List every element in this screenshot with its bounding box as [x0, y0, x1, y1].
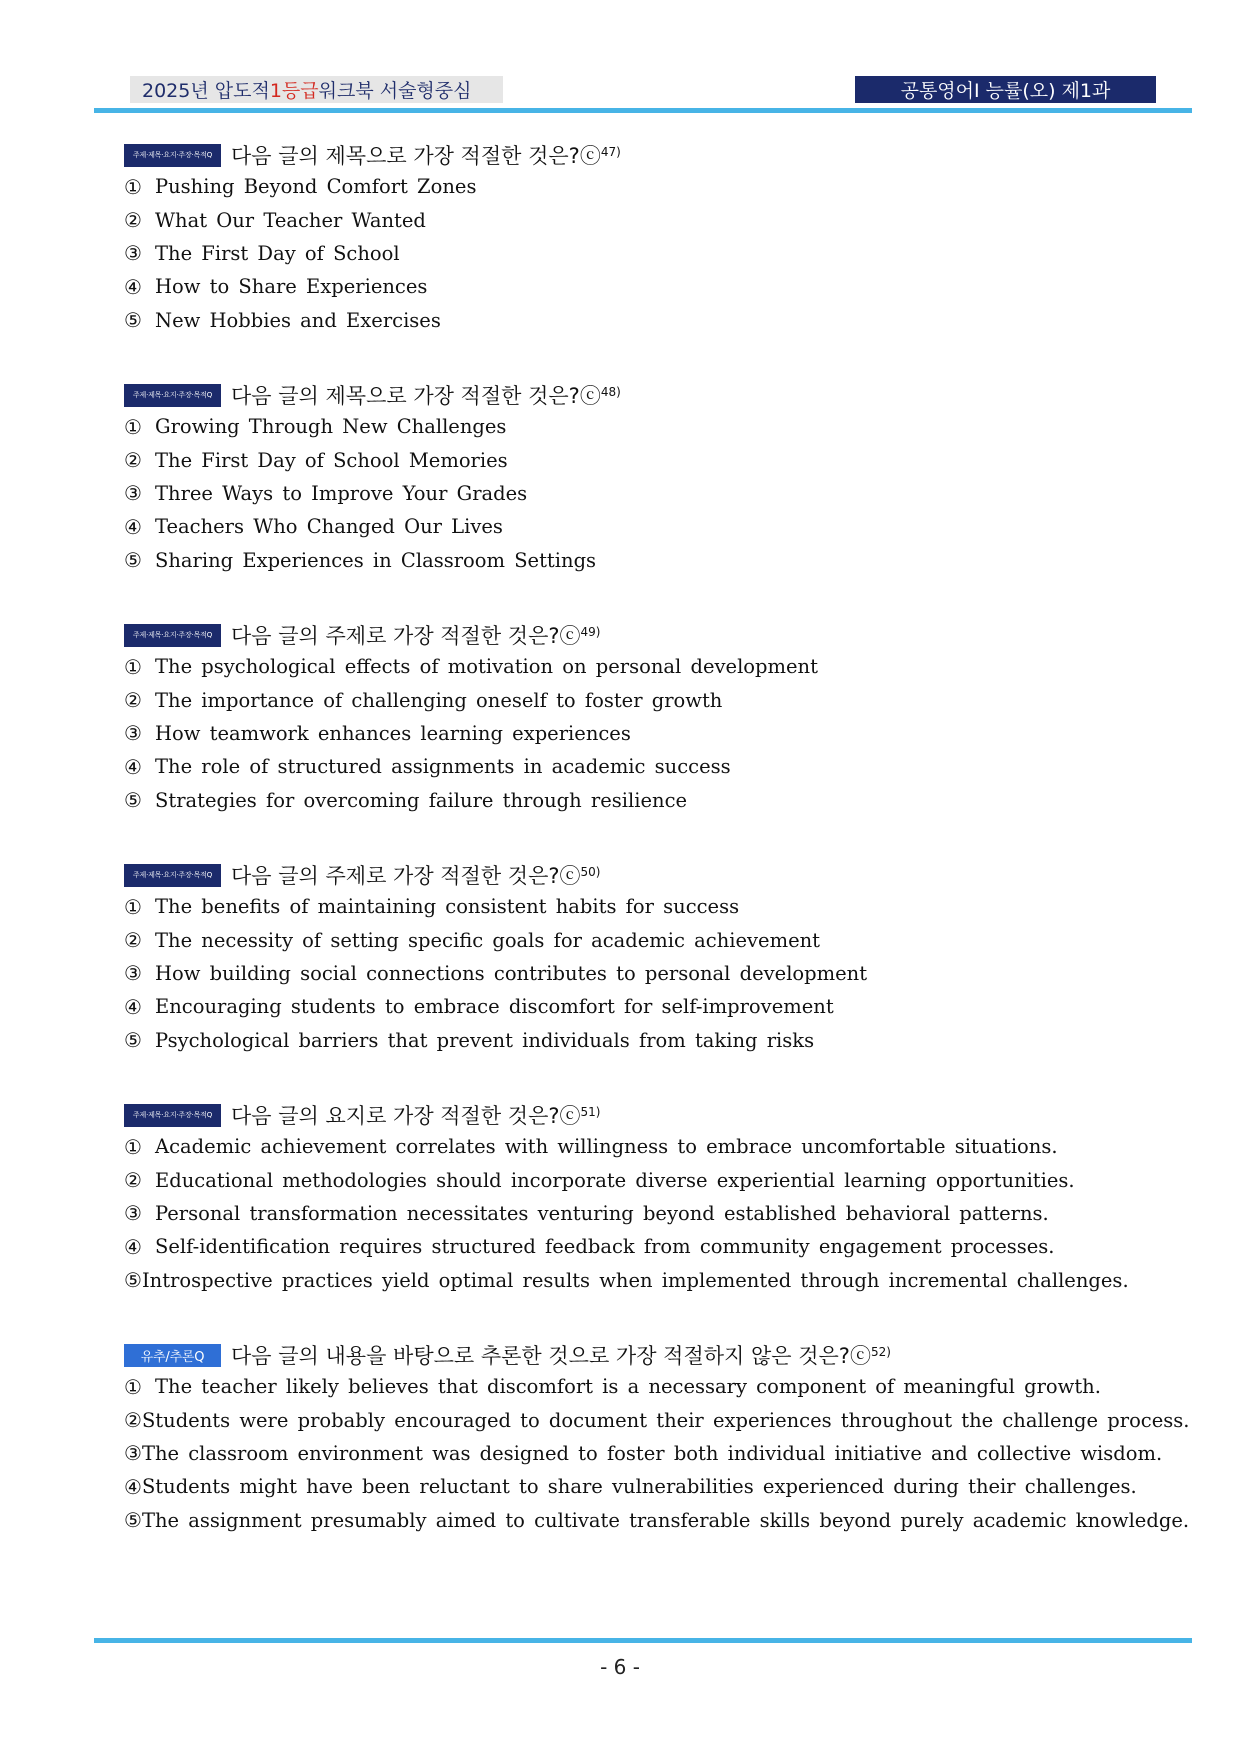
option-number: ⑤	[124, 1508, 142, 1533]
workbook-title-pre: 2025년 압도적	[142, 80, 270, 102]
option-number: ②	[124, 1168, 142, 1193]
question-block	[124, 140, 1124, 337]
question-title: 다음 글의 주제로 가장 적절한 것은?ⓒ$^{50)}$	[231, 864, 601, 888]
workbook-title	[130, 76, 503, 103]
answer-option[interactable]	[124, 1437, 1163, 1470]
option-number: ④	[124, 754, 142, 779]
question-ref: 48)	[600, 385, 621, 399]
question-block	[124, 860, 1124, 1057]
option-number: ④	[124, 1234, 142, 1259]
answer-option[interactable]	[124, 170, 1124, 203]
option-text: The role of structured assignments in academic success	[155, 755, 731, 779]
copyright-mark: ⓒ	[559, 1104, 581, 1128]
answer-option[interactable]	[124, 1504, 1190, 1537]
answer-option[interactable]	[124, 890, 1124, 923]
option-number: ③	[124, 1201, 142, 1226]
answer-option[interactable]	[124, 957, 1124, 990]
answer-option[interactable]	[124, 923, 1124, 956]
option-number: ⑤	[124, 308, 142, 333]
answer-option[interactable]	[124, 1230, 1124, 1263]
question-type-tag: 주제·제목·요지·주장·목적Q	[124, 1104, 221, 1127]
answer-option[interactable]	[124, 1470, 1137, 1503]
question-ref: 49)	[580, 625, 601, 639]
answer-option[interactable]	[124, 1130, 1124, 1163]
answer-option[interactable]	[124, 717, 1124, 750]
option-number: ①	[124, 174, 142, 199]
option-number: ①	[124, 1134, 142, 1159]
question-type-tag: 유추/추론Q	[124, 1344, 221, 1367]
copyright-mark: ⓒ	[849, 1344, 871, 1368]
answer-option[interactable]	[124, 237, 1124, 270]
option-number: ⑤	[124, 1268, 142, 1293]
option-text: Sharing Experiences in Classroom Settings	[155, 548, 597, 572]
question-ref: 50)	[580, 865, 601, 879]
answer-option[interactable]	[124, 784, 1124, 817]
question-title: 다음 글의 요지로 가장 적절한 것은?ⓒ$^{51)}$	[231, 1104, 601, 1128]
option-text: New Hobbies and Exercises	[155, 308, 441, 332]
option-number: ①	[124, 654, 142, 679]
option-number: ②	[124, 208, 142, 233]
option-number: ②	[124, 1408, 142, 1433]
answer-option[interactable]	[124, 443, 1124, 476]
option-text: What Our Teacher Wanted	[155, 208, 426, 232]
answer-option[interactable]	[124, 477, 1124, 510]
workbook-title-post: 워크북 서술형중심	[318, 80, 472, 102]
question-header	[124, 860, 1124, 890]
option-text: Introspective practices yield optimal results when implemented through incremental challenges.	[141, 1268, 1129, 1292]
option-text: Psychological barriers that prevent individuals from taking risks	[155, 1028, 815, 1052]
bottom-divider	[94, 1638, 1192, 1643]
option-number: ⑤	[124, 1028, 142, 1053]
question-title: 다음 글의 제목으로 가장 적절한 것은?ⓒ$^{47)}$	[231, 144, 621, 168]
question-header	[124, 620, 1124, 650]
option-text: Teachers Who Changed Our Lives	[155, 515, 503, 539]
answer-option[interactable]	[124, 990, 1124, 1023]
copyright-mark: ⓒ	[559, 624, 581, 648]
option-text: The First Day of School Memories	[155, 448, 508, 472]
question-block	[124, 620, 1124, 817]
option-text: The assignment presumably aimed to cultivate transferable skills beyond purely academic knowledge.	[141, 1508, 1190, 1532]
option-text: Pushing Beyond Comfort Zones	[155, 175, 477, 199]
answer-option[interactable]	[124, 1163, 1124, 1196]
answer-option[interactable]	[124, 270, 1124, 303]
answer-option[interactable]	[124, 203, 1124, 236]
option-number: ①	[124, 1374, 142, 1399]
option-number: ②	[124, 688, 142, 713]
answer-option[interactable]	[124, 1264, 1129, 1297]
course-label: 공통영어Ⅰ 능률(오) 제1과	[855, 76, 1156, 103]
option-text: Students were probably encouraged to document their experiences throughout the challenge process.	[141, 1408, 1190, 1432]
option-text: The necessity of setting specific goals for academic achievement	[155, 928, 821, 952]
option-text: The classroom environment was designed to foster both individual initiative and collective wisdom.	[141, 1441, 1163, 1465]
option-text: Growing Through New Challenges	[155, 415, 507, 439]
question-type-tag: 주제·제목·요지·주장·목적Q	[124, 384, 221, 407]
option-text: Self-identification requires structured feedback from community engagement processes.	[155, 1235, 1055, 1259]
option-text: Academic achievement correlates with willingness to embrace uncomfortable situations.	[155, 1135, 1058, 1159]
copyright-mark: ⓒ	[579, 144, 601, 168]
answer-option[interactable]	[124, 1024, 1124, 1057]
option-number: ④	[124, 994, 142, 1019]
question-header	[124, 1340, 1124, 1370]
question-header	[124, 140, 1124, 170]
option-number: ①	[124, 414, 142, 439]
question-header	[124, 1100, 1124, 1130]
copyright-mark: ⓒ	[559, 864, 581, 888]
option-text: The importance of challenging oneself to foster growth	[155, 688, 723, 712]
option-number: ③	[124, 481, 142, 506]
answer-option[interactable]	[124, 304, 1124, 337]
option-number: ④	[124, 514, 142, 539]
answer-option[interactable]	[124, 1370, 1124, 1403]
option-number: ④	[124, 1474, 142, 1499]
option-text: The First Day of School	[155, 241, 400, 265]
answer-option[interactable]	[124, 650, 1124, 683]
question-ref: 52)	[870, 1345, 891, 1359]
option-number: ③	[124, 961, 142, 986]
page-number: - 6 -	[600, 1655, 640, 1679]
question-title: 다음 글의 제목으로 가장 적절한 것은?ⓒ$^{48)}$	[231, 384, 621, 408]
option-text: The teacher likely believes that discomfort is a necessary component of meaningful growth.	[155, 1375, 1101, 1399]
option-text: How to Share Experiences	[155, 275, 428, 299]
question-ref: 47)	[600, 145, 621, 159]
option-text: Three Ways to Improve Your Grades	[155, 481, 528, 505]
option-number: ③	[124, 721, 142, 746]
option-text: Encouraging students to embrace discomfort for self-improvement	[155, 995, 834, 1019]
option-text: The benefits of maintaining consistent habits for success	[155, 895, 740, 919]
question-type-tag: 주제·제목·요지·주장·목적Q	[124, 864, 221, 887]
answer-option[interactable]	[124, 544, 1124, 577]
top-divider	[94, 108, 1192, 113]
option-text: How building social connections contributes to personal development	[155, 961, 868, 985]
question-block	[124, 380, 1124, 577]
answer-option[interactable]	[124, 510, 1124, 543]
copyright-mark: ⓒ	[579, 384, 601, 408]
answer-option[interactable]	[124, 1197, 1124, 1230]
question-ref: 51)	[580, 1105, 601, 1119]
question-block	[124, 1340, 1190, 1537]
answer-option[interactable]	[124, 1403, 1190, 1436]
option-number: ③	[124, 1441, 142, 1466]
option-text: Personal transformation necessitates venturing beyond established behavioral patterns.	[155, 1201, 1049, 1225]
option-number: ⑤	[124, 548, 142, 573]
option-number: ②	[124, 928, 142, 953]
option-number: ②	[124, 448, 142, 473]
answer-option[interactable]	[124, 683, 1124, 716]
question-title: 다음 글의 내용을 바탕으로 추론한 것으로 가장 적절하지 않은 것은?ⓒ$^{52)}$	[231, 1344, 891, 1368]
question-type-tag: 주제·제목·요지·주장·목적Q	[124, 144, 221, 167]
workbook-title-highlight: 1등급	[269, 80, 319, 102]
option-number: ④	[124, 274, 142, 299]
question-title: 다음 글의 주제로 가장 적절한 것은?ⓒ$^{49)}$	[231, 624, 601, 648]
option-text: How teamwork enhances learning experiences	[155, 721, 631, 745]
question-type-tag: 주제·제목·요지·주장·목적Q	[124, 624, 221, 647]
option-number: ①	[124, 894, 142, 919]
option-text: Strategies for overcoming failure through resilience	[155, 788, 688, 812]
question-block	[124, 1100, 1129, 1297]
option-number: ③	[124, 241, 142, 266]
option-text: The psychological effects of motivation on personal development	[155, 655, 818, 679]
option-number: ⑤	[124, 788, 142, 813]
option-text: Students might have been reluctant to share vulnerabilities experienced during their challenges.	[141, 1475, 1137, 1499]
question-header	[124, 380, 1124, 410]
answer-option[interactable]	[124, 410, 1124, 443]
answer-option[interactable]	[124, 750, 1124, 783]
option-text: Educational methodologies should incorporate diverse experiential learning opportunities.	[155, 1168, 1075, 1192]
